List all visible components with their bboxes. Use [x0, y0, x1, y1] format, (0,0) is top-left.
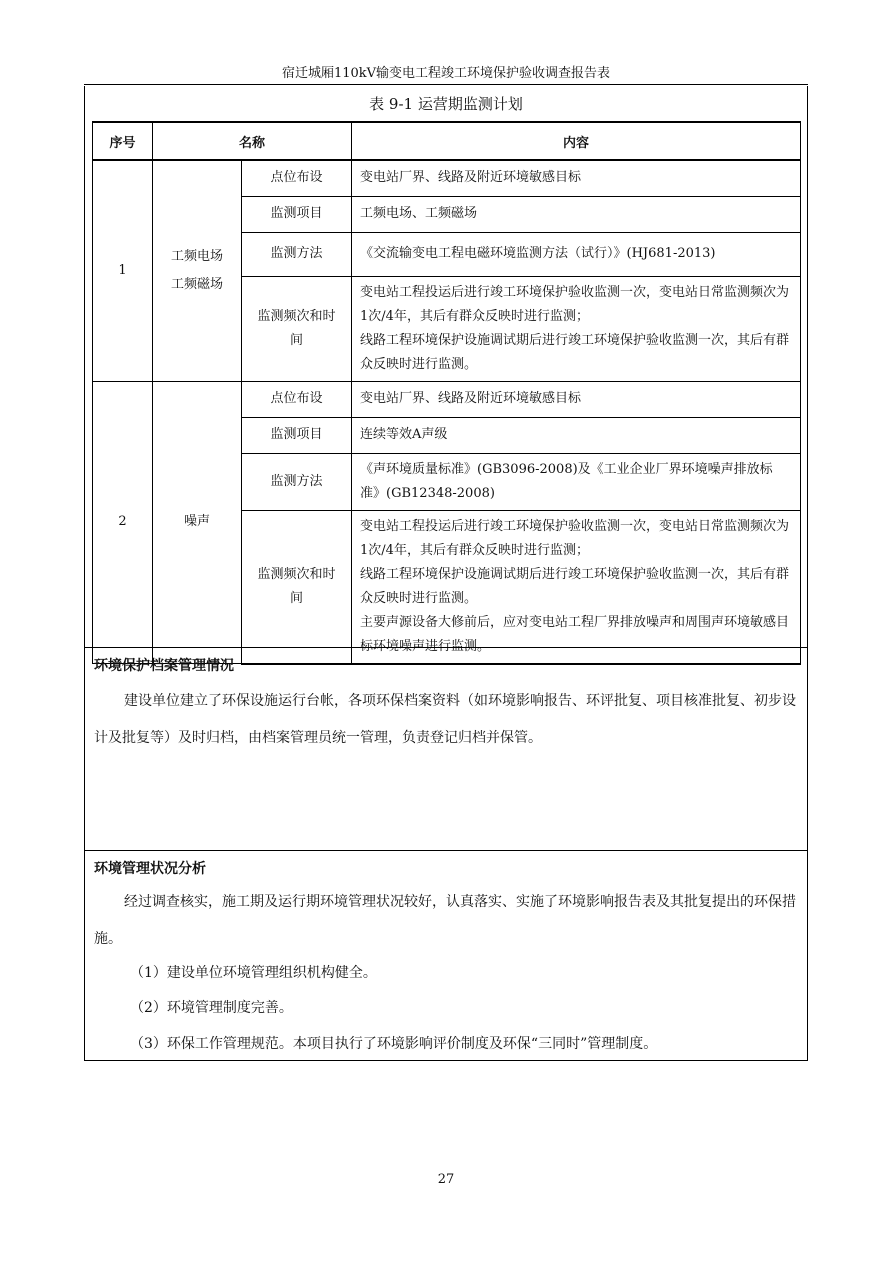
monitoring-content-cell [352, 417, 801, 453]
col-header-seq: 序号 [93, 122, 153, 160]
table-row [93, 160, 801, 196]
management-paragraph [94, 884, 798, 958]
running-header: 宿迁城厢110kV输变电工程竣工环境保护验收调查报告表 [281, 66, 611, 81]
group-name-line: 工频电场 [170, 248, 223, 264]
monitoring-content-cell [352, 160, 801, 196]
monitoring-item-cell [242, 381, 352, 417]
group-seq-cell: 2 [93, 381, 153, 664]
monitoring-item-label: 点位布设 [270, 391, 323, 406]
monitoring-content-text: 连续等效A声级 [360, 427, 448, 442]
col-header-name: 名称 [153, 122, 352, 160]
monitoring-content-text: 工频电场、工频磁场 [360, 206, 478, 221]
monitoring-content-text: 变电站工程投运后进行竣工环境保护验收监测一次，变电站日常监测频次为1次/4年，其后有群众反映时进行监测； [360, 518, 790, 558]
table-header-row [93, 122, 801, 160]
group-name-cell [153, 381, 242, 664]
monitoring-content-cell [352, 196, 801, 232]
group-name-line: 噪声 [183, 514, 210, 530]
section-divider-management [85, 850, 807, 851]
monitoring-item-cell [242, 417, 352, 453]
monitoring-content-cell [352, 381, 801, 417]
monitoring-content-text: 变电站厂界、线路及附近环境敏感目标 [360, 170, 582, 186]
monitoring-item-cell [242, 196, 352, 232]
monitoring-item-label: 监测项目 [270, 206, 323, 221]
monitoring-item-cell [242, 232, 352, 276]
monitoring-plan-table [92, 121, 801, 665]
monitoring-item-cell [242, 510, 352, 664]
monitoring-item-cell [242, 453, 352, 510]
monitoring-content-text: 变电站厂界、线路及附近环境敏感目标 [360, 391, 582, 406]
monitoring-item-label: 监测频次和时 [257, 308, 336, 324]
section-divider-archive [85, 647, 807, 648]
monitoring-content-text: 《声环境质量标准》(GB3096-2008)及《工业企业厂界环境噪声排放标准》(GB12348-2008) [360, 461, 773, 501]
monitoring-item-cell [242, 276, 352, 381]
monitoring-content-cell [352, 232, 801, 276]
group-name-cell [153, 160, 242, 381]
monitoring-content-text: 主要声源设备大修前后，应对变电站工程厂界排放噪声和周围声环境敏感目标环境噪声进行监测。 [360, 614, 790, 654]
monitoring-content-cell [352, 510, 801, 664]
monitoring-plan-table-wrapper [92, 121, 800, 665]
monitoring-content-cell [352, 453, 801, 510]
monitoring-content-text: 变电站工程投运后进行竣工环境保护验收监测一次，变电站日常监测频次为1次/4年，其后有群众反映时进行监测； [360, 284, 790, 324]
header-rule [84, 84, 808, 85]
management-text: 经过调查核实，施工期及运行期环境管理状况较好，认真落实、实施了环境影响报告表及其批复提出的环保措施。 [94, 894, 796, 947]
group-seq-cell: 1 [93, 160, 153, 381]
management-item-1: （1）建设单位环境管理组织机构健全。 [130, 965, 377, 981]
management-item-2: （2）环境管理制度完善。 [130, 1000, 293, 1016]
monitoring-item-label: 间 [290, 332, 304, 348]
monitoring-content-text: 线路工程环境保护设施调试期后进行竣工环境保护验收监测一次，其后有群众反映时进行监测。 [360, 332, 790, 372]
monitoring-content-text: 线路工程环境保护设施调试期后进行竣工环境保护验收监测一次，其后有群众反映时进行监测。 [360, 566, 790, 606]
monitoring-item-label: 监测项目 [270, 427, 323, 442]
management-section-title: 环境管理状况分析 [94, 861, 206, 877]
archive-paragraph [94, 683, 798, 757]
monitoring-item-label: 点位布设 [270, 170, 323, 186]
monitoring-item-label: 监测方法 [270, 246, 323, 261]
archive-text: 建设单位建立了环保设施运行台帐，各项环保档案资料（如环境影响报告、环评批复、项目核准批复、初步设计及批复等）及时归档，由档案管理员统一管理，负责登记归档并保管。 [94, 693, 796, 746]
monitoring-item-label: 间 [290, 590, 304, 606]
col-header-content: 内容 [352, 122, 801, 160]
monitoring-item-cell [242, 160, 352, 196]
group-name-line: 工频磁场 [170, 276, 223, 292]
management-item-3: （3）环保工作管理规范。本项目执行了环境影响评价制度及环保“三同时”管理制度。 [130, 1036, 658, 1052]
monitoring-item-label: 监测频次和时 [257, 566, 336, 582]
table-row [93, 381, 801, 417]
archive-section-title: 环境保护档案管理情况 [94, 658, 234, 674]
table-caption: 表 9-1 运营期监测计划 [369, 95, 523, 113]
page-number: 27 [437, 1172, 455, 1187]
monitoring-item-label: 监测方法 [270, 473, 323, 489]
monitoring-content-cell [352, 276, 801, 381]
monitoring-content-text: 《交流输变电工程电磁环境监测方法（试行）》(HJ681-2013) [360, 246, 716, 261]
